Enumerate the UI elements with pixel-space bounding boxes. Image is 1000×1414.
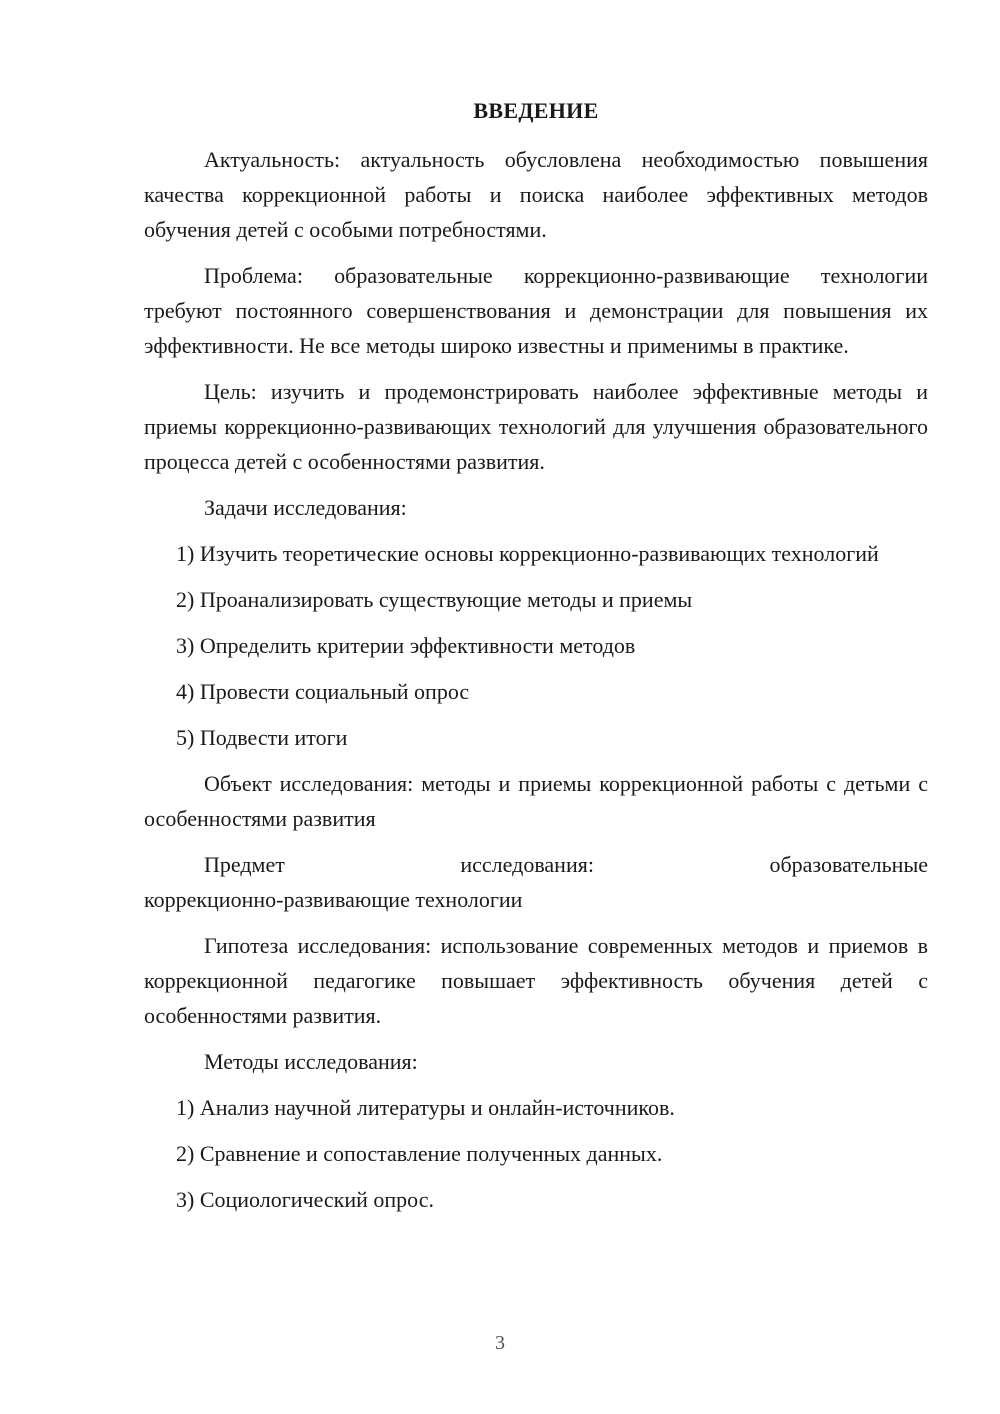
- subject-line-2: коррекционно-развивающие технологии: [144, 887, 523, 912]
- task-item: 5) Подвести итоги: [176, 725, 348, 750]
- task-item: 4) Провести социальный опрос: [176, 679, 470, 704]
- hypothesis-paragraph: Гипотеза исследования: использование современных методов и приемов в коррекционной педагогике повышает эффективность обучения детей с особенностями развития.: [144, 933, 928, 1028]
- page-number: 3: [495, 1332, 505, 1354]
- tasks-heading: Задачи исследования:: [204, 495, 407, 520]
- method-item: 1) Анализ научной литературы и онлайн-источников.: [176, 1095, 675, 1120]
- subject-line-1: Предмет исследования: образовательные: [204, 852, 928, 877]
- subject-paragraph-continued: [144, 882, 928, 917]
- task-item: 3) Определить критерии эффективности методов: [176, 633, 636, 658]
- method-item: 3) Социологический опрос.: [176, 1187, 434, 1212]
- methods-heading: Методы исследования:: [204, 1049, 418, 1074]
- page-title: ВВЕДЕНИЕ: [473, 98, 599, 123]
- subject-paragraph: [144, 847, 928, 882]
- goal-paragraph: Цель: изучить и продемонстрировать наиболее эффективные методы и приемы коррекционно-развивающих технологий для улучшения образовательного процесса детей с особенностями развития.: [144, 379, 928, 474]
- document-page: [144, 0, 928, 1414]
- task-item: 2) Проанализировать существующие методы и приемы: [176, 587, 693, 612]
- object-paragraph: Объект исследования: методы и приемы коррекционной работы с детьми с особенностями развития: [144, 771, 928, 831]
- document-body: [144, 142, 928, 1228]
- relevance-paragraph: Актуальность: актуальность обусловлена необходимостью повышения качества коррекционной работы и поиска наиболее эффективных методов обучения детей с особыми потребностями.: [144, 147, 928, 242]
- task-item: 1) Изучить теоретические основы коррекционно-развивающих технологий: [176, 541, 879, 566]
- problem-paragraph: Проблема: образовательные коррекционно-развивающие технологии требуют постоянного совершенствования и демонстрации для повышения их эффективности. Не все методы широко известны и применимы в практике.: [144, 263, 928, 358]
- method-item: 2) Сравнение и сопоставление полученных данных.: [176, 1141, 663, 1166]
